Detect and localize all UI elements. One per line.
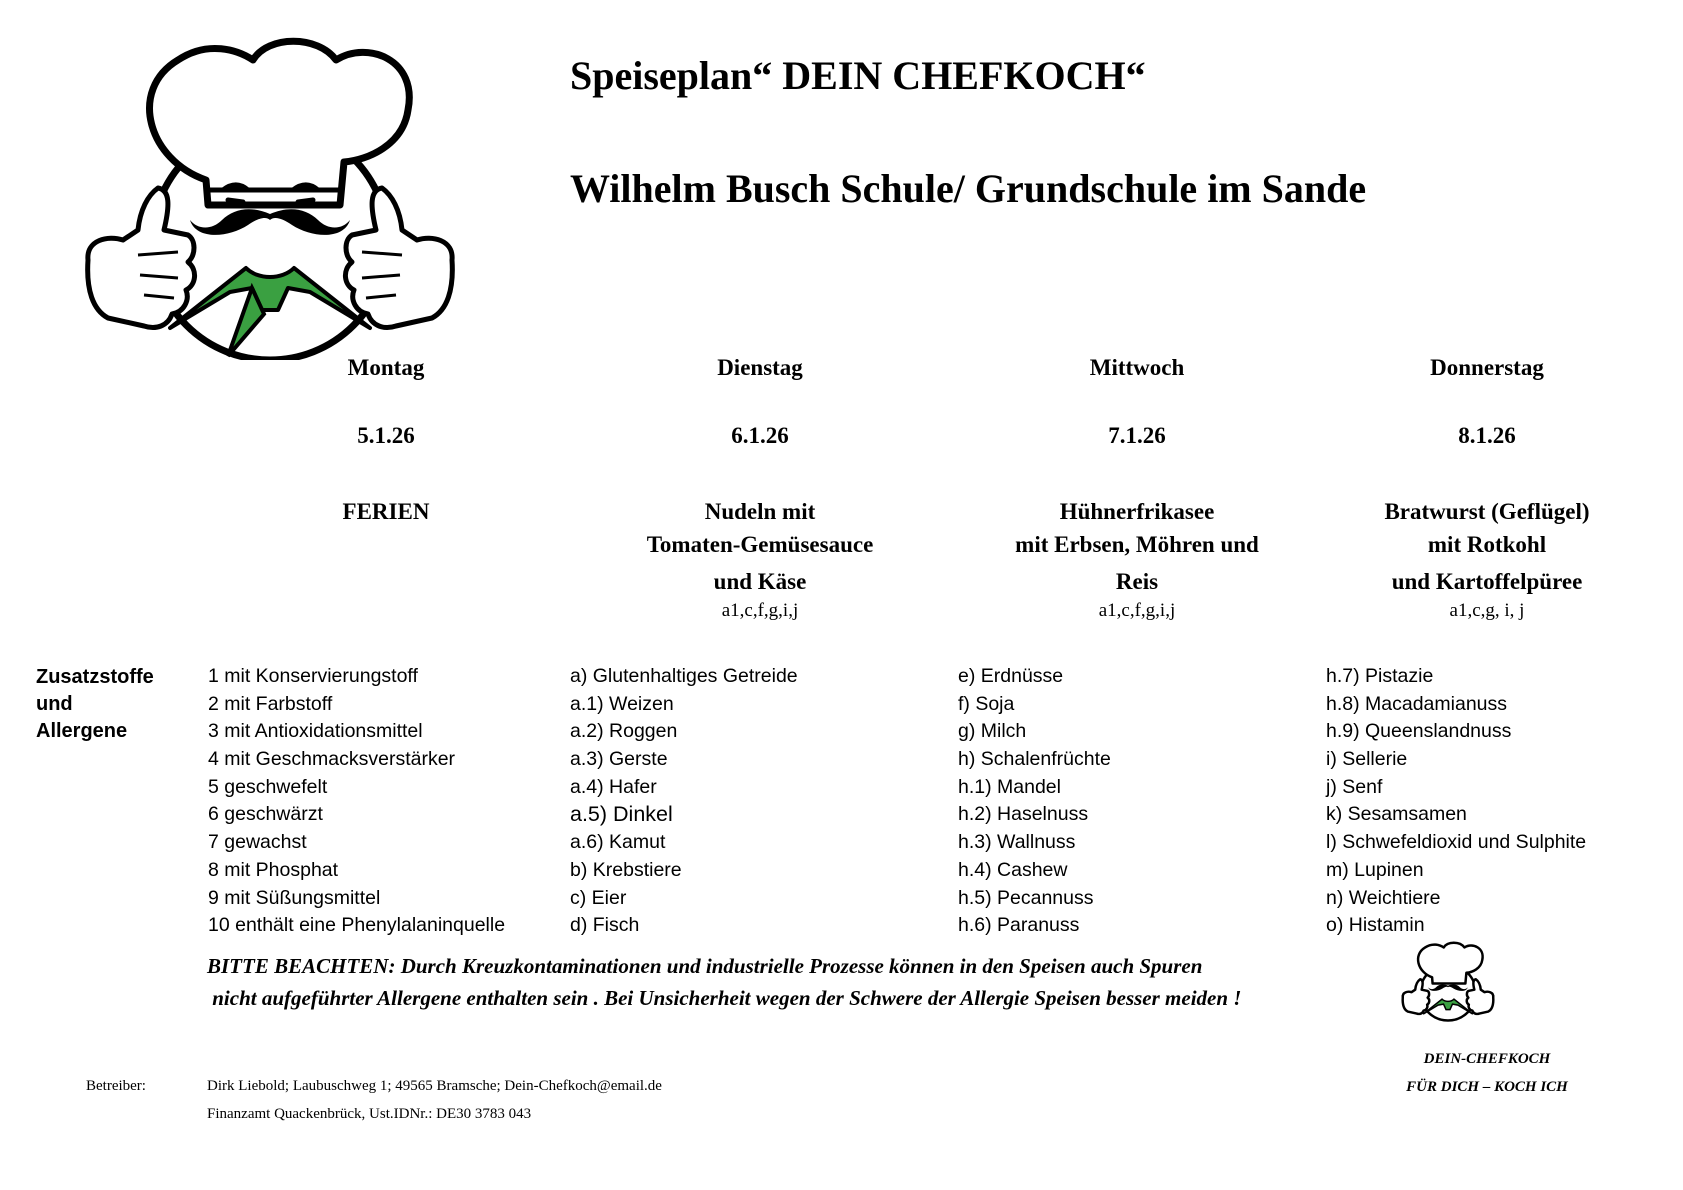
legend-item: e) Erdnüsse [958, 665, 1064, 687]
meal-line: FERIEN [342, 499, 430, 524]
meal-line: Hühnerfrikasee [1059, 499, 1215, 524]
day-name: Montag [347, 355, 425, 380]
day-column-donnerstag [1317, 355, 1657, 622]
allergen-codes: a1,c,f,g,i,j [721, 600, 799, 621]
legend-item: a.1) Weizen [570, 692, 674, 715]
legend-allergens-a-d [570, 663, 798, 940]
legend-item: h.2) Haselnuss [958, 803, 1089, 826]
meal-line: mit Erbsen, Möhren und [1015, 532, 1259, 557]
legend-item: 2 mit Farbstoff [208, 692, 333, 715]
legend-item: 1 mit Konservierungstoff [208, 665, 418, 687]
legend-item: h.6) Paranuss [958, 914, 1080, 937]
legend-heading-line: Allergene [36, 720, 128, 742]
tax-info: Finanzamt Quackenbrück, Ust.IDNr.: DE30 3783 043 [207, 1106, 532, 1122]
day-date: 5.1.26 [357, 423, 415, 448]
legend-additives [208, 663, 505, 940]
brand-slogan: FÜR DICH – KOCH ICH [1406, 1079, 1568, 1095]
meal-text [216, 495, 556, 528]
meal-line: Tomaten-Gemüsesauce [646, 532, 874, 557]
legend-item: h.3) Wallnuss [958, 831, 1076, 854]
legend-item: 4 mit Geschmacksverstärker [208, 748, 456, 771]
legend-allergens-e-h6 [958, 663, 1111, 940]
meal-text [1317, 495, 1657, 598]
legend-item: h.9) Queenslandnuss [1326, 720, 1512, 743]
meal-line: Nudeln mit [704, 499, 816, 524]
day-name: Dienstag [717, 355, 803, 380]
chef-logo-small [1393, 940, 1503, 1022]
legend-item: a.5) Dinkel [570, 802, 673, 827]
legend-item: a.6) Kamut [570, 831, 666, 854]
legend-item: 6 geschwärzt [208, 803, 323, 826]
legend-item: n) Weichtiere [1326, 886, 1441, 909]
day-column-dienstag [590, 355, 930, 622]
legend-item: h.1) Mandel [958, 775, 1061, 798]
legend-item: h) Schalenfrüchte [958, 748, 1111, 771]
legend-item: h.4) Cashew [958, 858, 1068, 881]
operator-label: Betreiber: [86, 1078, 146, 1094]
legend-item: j) Senf [1326, 775, 1383, 798]
legend-item: 9 mit Süßungsmittel [208, 886, 381, 909]
legend-item: 10 enthält eine Phenylalaninquelle [208, 914, 506, 937]
legend-item: 8 mit Phosphat [208, 858, 339, 881]
page-title: Speiseplan“ DEIN CHEFKOCH“ [570, 53, 1146, 98]
allergen-codes: a1,c,g, i, j [1449, 600, 1525, 621]
meal-line: Bratwurst (Geflügel) [1384, 499, 1590, 524]
allergy-notice [207, 950, 1241, 1014]
day-column-mittwoch [967, 355, 1307, 622]
legend-item: a.2) Roggen [570, 720, 678, 743]
legend-item: k) Sesamsamen [1326, 803, 1467, 826]
legend-item: 7 gewachst [208, 831, 307, 854]
legend-item: b) Krebstiere [570, 858, 682, 881]
day-date: 8.1.26 [1458, 423, 1516, 448]
legend-item: m) Lupinen [1326, 858, 1424, 881]
legend-item: h.8) Macadamianuss [1326, 692, 1508, 715]
meal-line: und Kartoffelpüree [1391, 569, 1583, 594]
legend-item: d) Fisch [570, 914, 640, 937]
legend-item: h.7) Pistazie [1326, 665, 1434, 687]
meal-text [590, 495, 930, 598]
operator-address: Dirk Liebold; Laubuschweg 1; 49565 Bramsche; Dein-Chefkoch@email.de [207, 1078, 662, 1094]
legend-heading-line: und [36, 693, 73, 715]
legend-item: c) Eier [570, 886, 627, 909]
meal-line: Reis [1115, 569, 1159, 594]
legend-heading-line: Zusatzstoffe [36, 666, 154, 688]
brand-name: DEIN-CHEFKOCH [1423, 1051, 1551, 1067]
legend-item: a) Glutenhaltiges Getreide [570, 665, 798, 687]
legend-item: i) Sellerie [1326, 748, 1408, 771]
legend-item: o) Histamin [1326, 914, 1425, 937]
legend-item: a.3) Gerste [570, 748, 668, 771]
brand-signature [1372, 1045, 1602, 1101]
legend-item: 3 mit Antioxidationsmittel [208, 720, 423, 743]
legend-item: f) Soja [958, 692, 1015, 715]
day-name: Donnerstag [1430, 355, 1544, 380]
meal-line: mit Rotkohl [1427, 532, 1547, 557]
day-date: 7.1.26 [1108, 423, 1166, 448]
legend-item: l) Schwefeldioxid und Sulphite [1326, 831, 1587, 854]
legend-item: g) Milch [958, 720, 1027, 743]
legend-item: a.4) Hafer [570, 775, 657, 798]
day-column-montag [216, 355, 556, 528]
day-name: Mittwoch [1089, 355, 1185, 380]
notice-line: nicht aufgeführter Allergene enthalten sein . Bei Unsicherheit wegen der Schwere der Allergie Speisen besser meiden ! [207, 986, 1242, 1010]
meal-line: und Käse [713, 569, 807, 594]
school-name: Wilhelm Busch Schule/ Grundschule im Sande [570, 166, 1367, 211]
legend-item: 5 geschwefelt [208, 775, 328, 798]
legend-heading [36, 664, 154, 745]
day-date: 6.1.26 [731, 423, 789, 448]
meal-text [967, 495, 1307, 598]
notice-line: BITTE BEACHTEN: Durch Kreuzkontaminationen und industrielle Prozesse können in den Speisen auch Spuren [207, 954, 1203, 978]
chef-logo [78, 30, 462, 360]
legend-item: h.5) Pecannuss [958, 886, 1094, 909]
allergen-codes: a1,c,f,g,i,j [1098, 600, 1176, 621]
legend-allergens-h7-o [1326, 663, 1586, 940]
